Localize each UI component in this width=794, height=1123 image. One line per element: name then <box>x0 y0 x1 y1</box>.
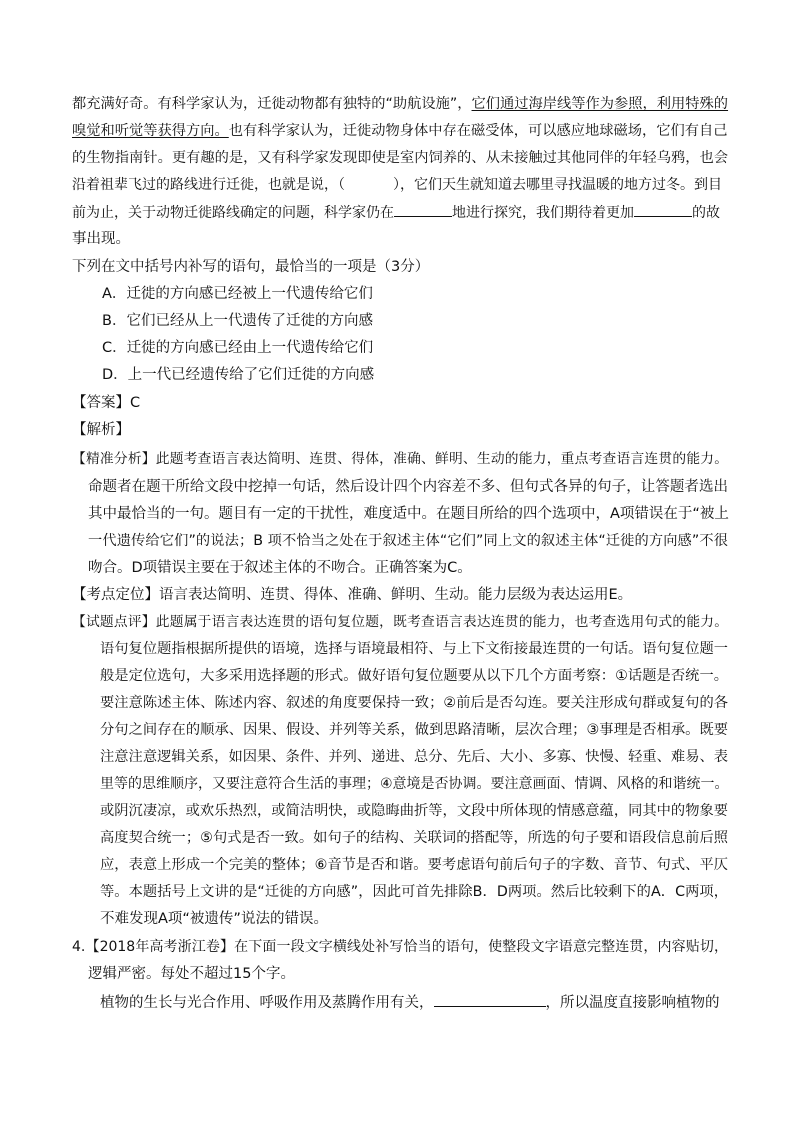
passage-text: 沿着祖辈飞过的路线进行迁徙，也就是说，（ <box>72 177 345 193</box>
passage-text: 也有科学家认为，迁徙动物身体中存在磁受体，可以感应地球磁场，它们有自己 <box>228 123 728 139</box>
option-d: D．上一代已经遗传给了它们迁徙的方向感 <box>102 367 375 383</box>
passage-text: 都充满好奇。有科学家认为，迁徙动物都有独特的“助航设施”， <box>72 96 472 112</box>
passage-line-1 <box>72 94 728 114</box>
q4-text: ，所以温度直接影响植物的 <box>545 995 720 1011</box>
passage-line-3: 的生物指南针。更有趣的是，又有科学家发现即使是室内饲养的、从未接触过其他同伴的年轻乌鸦，也会 <box>72 150 728 166</box>
comment-line-9: 高度契合统一；⑤句式是否一致。如句子的结构、关联词的搭配等，所选的句子要和语段信息前后照 <box>100 830 728 846</box>
q4-line-3 <box>100 992 728 1013</box>
precise-analysis-line-1: 【精准分析】此题考查语言表达简明、连贯、得体，准确、鲜明、生动的能力，重点考查语言连贯的能力。 <box>72 451 728 467</box>
passage-line-6: 事出现。 <box>72 231 130 247</box>
passage-text: 的故 <box>692 205 720 221</box>
underlined-phrase: 它们通过海岸线等作为参照，利用特殊的 <box>471 96 729 112</box>
q4-line-1: 4.【2018年高考浙江卷】在下面一段文字横线处补写恰当的语句，使整段文字语意完整连贯，内容贴切， <box>72 939 728 955</box>
underlined-phrase: 嗅觉和听觉等获得方向。 <box>72 123 229 139</box>
q4-text: 植物的生长与光合作用、呼吸作用及蒸腾作用有关， <box>100 995 434 1011</box>
answer-blank <box>434 992 546 1007</box>
comment-line-7: 里等的思维顺序，又要注意符合生活的事理；④意境是否协调。要注意画面、情调、风格的和谐统一。 <box>100 776 729 792</box>
passage-text: 前为止，关于动物迁徙路线确定的问题，科学家仍在 <box>72 205 394 221</box>
comment-line-12: 不难发现A项“被遗传”说法的错误。 <box>100 911 328 927</box>
precise-analysis-line-5: 吻合。D项错误主要在于叙述主体的不吻合。正确答案为C。 <box>88 560 472 576</box>
passage-text: 地进行探究，我们期待着更加 <box>452 205 634 221</box>
answer-blank <box>634 202 692 217</box>
comment-line-1: 【试题点评】此题属于语言表达连贯的语句复位题，既考查语言表达连贯的能力，也考查选用句式的能力。 <box>72 614 728 630</box>
comment-line-8: 或阴沉凄凉，或欢乐热烈，或简洁明快，或隐晦曲折等，文段中所体现的情感意蕴，同其中的物象要 <box>100 803 728 819</box>
comment-line-3: 般是定位选句，大多采用选择题的形式。做好语句复位题要从以下几个方面考察：①话题是否统一。 <box>100 668 728 684</box>
option-c: C．迁徙的方向感已经由上一代遗传给它们 <box>102 340 374 356</box>
option-b: B．它们已经从上一代遗传了迁徙的方向感 <box>102 313 373 329</box>
comment-line-6: 注意注意逻辑关系，如因果、条件、并列、递进、总分、先后、大小、多寡、快慢、轻重、难易、表 <box>100 749 728 765</box>
comment-line-10: 应，表意上形成一个完美的整体；⑥音节是否和谐。要考虑语句前后句子的字数、音节、句式、平仄 <box>100 857 728 873</box>
passage-line-5 <box>72 202 728 223</box>
precise-analysis-line-3: 其中最恰当的一句。题目有一定的干扰性，难度适中。在题目所给的四个选项中，A项错误在于“被上 <box>88 506 729 522</box>
question-stem: 下列在文中括号内补写的语句，最恰当的一项是（3分） <box>72 259 430 275</box>
comment-line-4: 要注意陈述主体、陈述内容、叙述的角度要保持一致；②前后是否勾连。要关注形成句群或复句的各 <box>100 695 728 711</box>
q4-line-2: 逻辑严密。每处不超过15个字。 <box>88 966 295 982</box>
comment-line-2: 语句复位题指根据所提供的语境，选择与语境最相符、与上下文衔接最连贯的一句话。语句复位题一 <box>100 641 728 657</box>
passage-text: ），它们天生就知道去哪里寻找温暖的地方过冬。到目 <box>393 177 722 193</box>
precise-analysis-line-2: 命题者在题干所给文段中挖掉一句话，然后设计四个内容差不多、但句式各异的句子，让答题者选出 <box>88 479 728 495</box>
comment-line-11: 等。本题括号上文讲的是“迁徙的方向感”，因此可首先排除B．D两项。然后比较剩下的A．C两项， <box>100 884 728 900</box>
answer-blank <box>394 202 452 217</box>
option-a: A．迁徙的方向感已经被上一代遗传给它们 <box>102 286 373 302</box>
precise-analysis-line-4: 一代遗传给它们”的说法；B 项不恰当之处在于叙述主体“它们”同上文的叙述主体“迁徙的方向感”不很 <box>88 533 728 549</box>
analysis-heading: 【解析】 <box>72 422 130 438</box>
passage-line-4 <box>72 175 728 195</box>
comment-line-5: 分句之间存在的顺承、因果、假设、并列等关系，做到思路清晰，层次合理；③事理是否相承。既要 <box>100 722 728 738</box>
answer-label: 【答案】C <box>72 395 141 411</box>
passage-line-2 <box>72 121 728 141</box>
exam-point: 【考点定位】语言表达简明、连贯、得体、准确、鲜明、生动。能力层级为表达运用E。 <box>72 587 633 603</box>
